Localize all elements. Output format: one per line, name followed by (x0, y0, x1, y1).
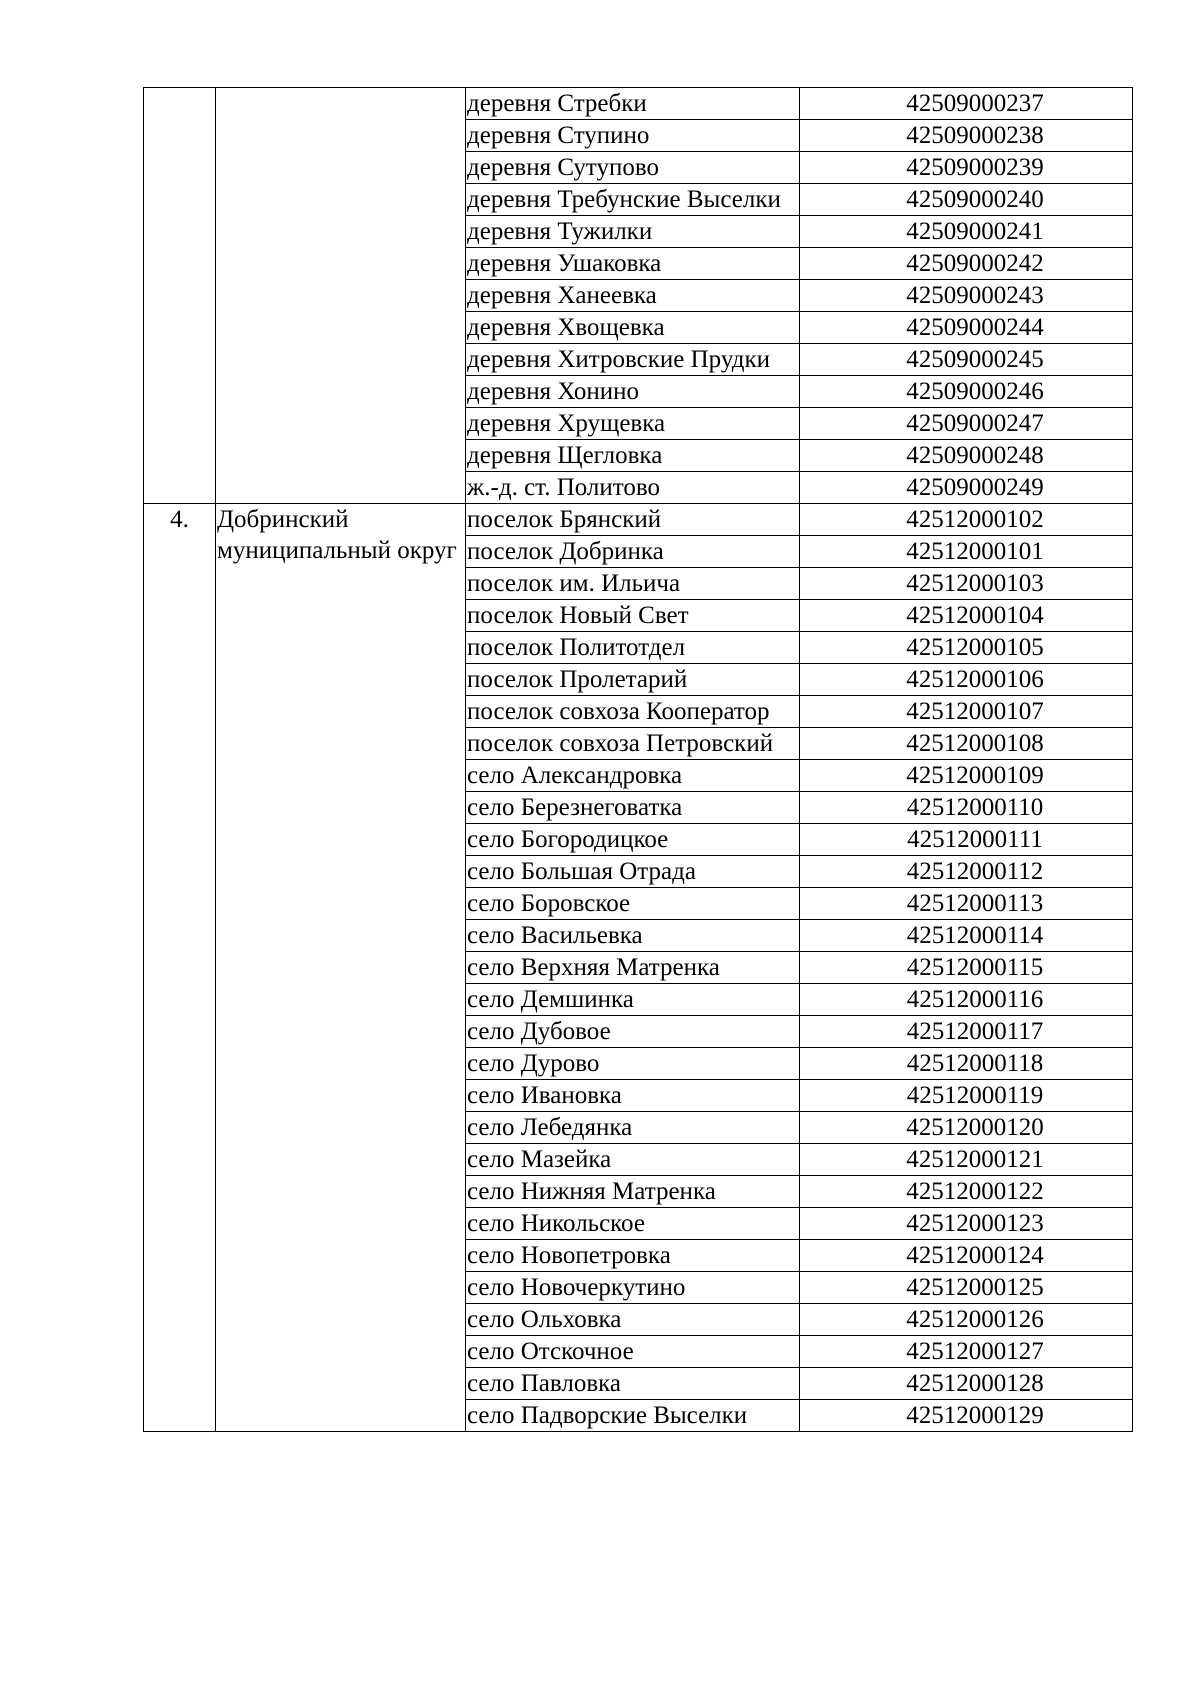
oktmo-code-cell: 42512000108 (800, 728, 1133, 760)
oktmo-code-cell: 42512000116 (800, 984, 1133, 1016)
oktmo-code-cell: 42509000244 (800, 312, 1133, 344)
oktmo-code-cell: 42512000119 (800, 1080, 1133, 1112)
settlement-name-cell: село Большая Отрада (466, 856, 800, 888)
oktmo-code-cell: 42512000113 (800, 888, 1133, 920)
settlement-name-cell: деревня Хвощевка (466, 312, 800, 344)
oktmo-code-cell: 42512000105 (800, 632, 1133, 664)
oktmo-code-cell: 42509000249 (800, 472, 1133, 504)
settlement-name-cell: деревня Стребки (466, 88, 800, 120)
oktmo-code-cell: 42512000126 (800, 1304, 1133, 1336)
district-name-cell (216, 88, 466, 504)
district-number-cell (144, 88, 216, 504)
settlement-name-cell: поселок Брянский (466, 504, 800, 536)
oktmo-code-cell: 42512000117 (800, 1016, 1133, 1048)
settlement-name-cell: село Павловка (466, 1368, 800, 1400)
settlement-name-cell: село Новочеркутино (466, 1272, 800, 1304)
oktmo-code-cell: 42512000107 (800, 696, 1133, 728)
oktmo-code-cell: 42512000101 (800, 536, 1133, 568)
oktmo-code-cell: 42512000129 (800, 1400, 1133, 1432)
oktmo-code-cell: 42512000120 (800, 1112, 1133, 1144)
settlement-name-cell: село Верхняя Матренка (466, 952, 800, 984)
oktmo-code-cell: 42512000111 (800, 824, 1133, 856)
oktmo-code-cell: 42512000121 (800, 1144, 1133, 1176)
settlement-name-cell: деревня Сутупово (466, 152, 800, 184)
oktmo-code-cell: 42509000239 (800, 152, 1133, 184)
district-name-cell: Добринский муниципальный округ (216, 504, 466, 1432)
settlement-name-cell: деревня Хрущевка (466, 408, 800, 440)
settlement-name-cell: деревня Ханеевка (466, 280, 800, 312)
settlement-name-cell: село Боровское (466, 888, 800, 920)
settlement-name-cell: деревня Требунские Выселки (466, 184, 800, 216)
oktmo-code-cell: 42509000237 (800, 88, 1133, 120)
oktmo-code-cell: 42512000112 (800, 856, 1133, 888)
settlement-name-cell: поселок совхоза Петровский (466, 728, 800, 760)
settlement-name-cell: деревня Хонино (466, 376, 800, 408)
settlement-name-cell: поселок Пролетарий (466, 664, 800, 696)
settlement-name-cell: село Богородицкое (466, 824, 800, 856)
settlements-table-body (144, 88, 1133, 1432)
settlement-name-cell: село Ольховка (466, 1304, 800, 1336)
settlement-name-cell: поселок Новый Свет (466, 600, 800, 632)
oktmo-code-cell: 42509000248 (800, 440, 1133, 472)
settlement-name-cell: село Падворские Выселки (466, 1400, 800, 1432)
settlement-name-cell: деревня Ушаковка (466, 248, 800, 280)
oktmo-code-cell: 42512000106 (800, 664, 1133, 696)
settlement-name-cell: село Мазейка (466, 1144, 800, 1176)
settlement-name-cell: поселок Добринка (466, 536, 800, 568)
settlement-name-cell: село Ивановка (466, 1080, 800, 1112)
oktmo-code-cell: 42512000115 (800, 952, 1133, 984)
oktmo-code-cell: 42512000102 (800, 504, 1133, 536)
oktmo-code-cell: 42509000238 (800, 120, 1133, 152)
settlement-name-cell: село Новопетровка (466, 1240, 800, 1272)
oktmo-code-cell: 42509000243 (800, 280, 1133, 312)
settlement-name-cell: село Васильевка (466, 920, 800, 952)
oktmo-code-cell: 42512000127 (800, 1336, 1133, 1368)
settlements-table (143, 87, 1133, 1432)
oktmo-code-cell: 42509000242 (800, 248, 1133, 280)
oktmo-code-cell: 42512000114 (800, 920, 1133, 952)
settlement-name-cell: село Никольское (466, 1208, 800, 1240)
table-row (144, 88, 1133, 120)
settlement-name-cell: село Дурово (466, 1048, 800, 1080)
settlement-name-cell: деревня Тужилки (466, 216, 800, 248)
settlement-name-cell: поселок им. Ильича (466, 568, 800, 600)
settlement-name-cell: деревня Щегловка (466, 440, 800, 472)
settlement-name-cell: село Александровка (466, 760, 800, 792)
oktmo-code-cell: 42509000241 (800, 216, 1133, 248)
oktmo-code-cell: 42512000123 (800, 1208, 1133, 1240)
district-number-cell: 4. (144, 504, 216, 1432)
settlement-name-cell: село Березнеговатка (466, 792, 800, 824)
oktmo-code-cell: 42512000104 (800, 600, 1133, 632)
settlement-name-cell: поселок Политотдел (466, 632, 800, 664)
oktmo-code-cell: 42512000122 (800, 1176, 1133, 1208)
settlement-name-cell: село Дубовое (466, 1016, 800, 1048)
settlement-name-cell: село Демшинка (466, 984, 800, 1016)
settlement-name-cell: село Нижняя Матренка (466, 1176, 800, 1208)
table-row (144, 504, 1133, 536)
settlement-name-cell: поселок совхоза Кооператор (466, 696, 800, 728)
settlement-name-cell: деревня Хитровские Прудки (466, 344, 800, 376)
oktmo-code-cell: 42512000110 (800, 792, 1133, 824)
settlement-name-cell: село Отскочное (466, 1336, 800, 1368)
oktmo-code-cell: 42512000124 (800, 1240, 1133, 1272)
oktmo-code-cell: 42512000128 (800, 1368, 1133, 1400)
oktmo-code-cell: 42509000245 (800, 344, 1133, 376)
oktmo-code-cell: 42509000240 (800, 184, 1133, 216)
oktmo-code-cell: 42512000118 (800, 1048, 1133, 1080)
oktmo-code-cell: 42512000125 (800, 1272, 1133, 1304)
oktmo-code-cell: 42509000247 (800, 408, 1133, 440)
settlement-name-cell: ж.-д. ст. Политово (466, 472, 800, 504)
settlement-name-cell: деревня Ступино (466, 120, 800, 152)
settlement-name-cell: село Лебедянка (466, 1112, 800, 1144)
oktmo-code-cell: 42512000103 (800, 568, 1133, 600)
oktmo-code-cell: 42509000246 (800, 376, 1133, 408)
oktmo-code-cell: 42512000109 (800, 760, 1133, 792)
